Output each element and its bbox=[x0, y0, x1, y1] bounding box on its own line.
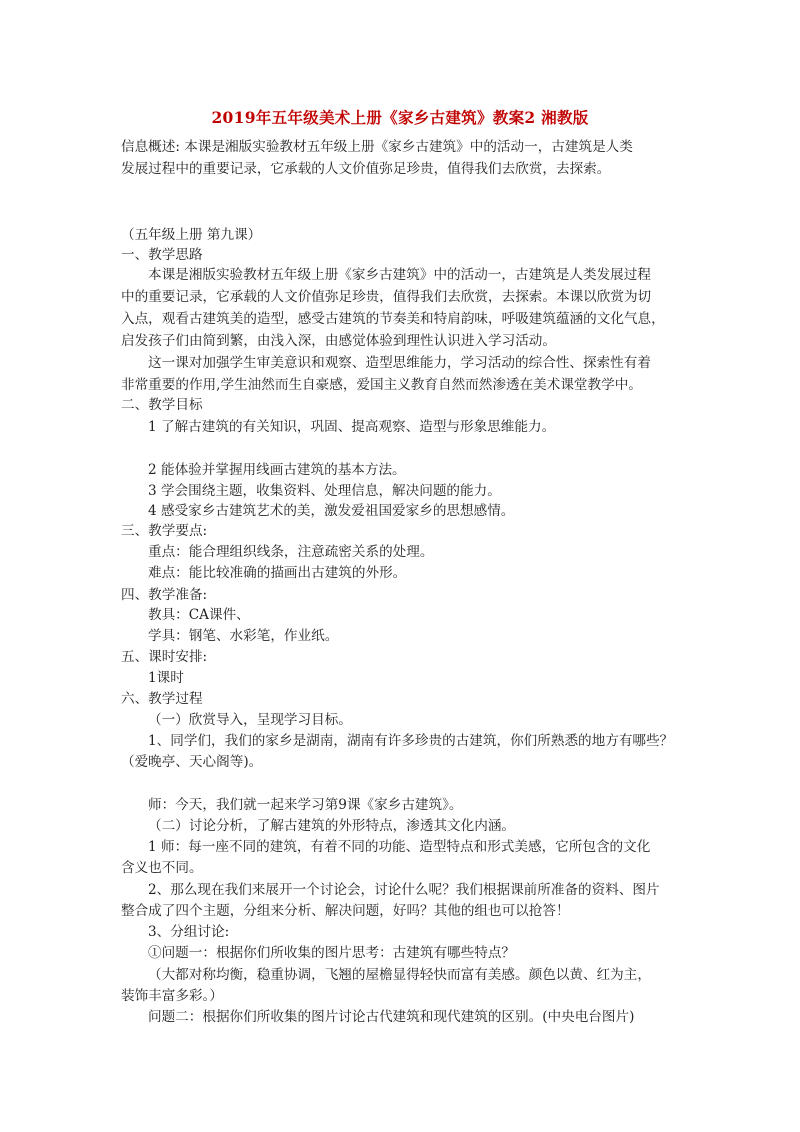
text-line: 这一课对加强学生审美意识和观察、造型思维能力，学习活动的综合性、探索性有着 bbox=[148, 355, 651, 371]
text-line: 2 能体验并掌握用线画古建筑的基本方法。 bbox=[148, 462, 406, 478]
text-line: 2、那么现在我们来展开一个讨论会，讨论什么呢？我们根据课前所准备的资料、图片 bbox=[148, 882, 660, 898]
text-line: 4 感受家乡古建筑艺术的美，激发爱祖国爱家乡的思想感情。 bbox=[148, 503, 515, 519]
text-line: 整合成了四个主题，分组来分析、解决问题，好吗？其他的组也可以抢答！ bbox=[121, 903, 570, 919]
text-line: （爱晚亭、天心阁等)。 bbox=[121, 754, 263, 770]
section-heading: 六、教学过程 bbox=[121, 691, 203, 707]
text-line: 发展过程中的重要记录，它承载的人文价值弥足珍贵，值得我们去欣赏，去探索。 bbox=[121, 161, 611, 177]
section-heading: 三、教学要点: bbox=[121, 523, 208, 539]
text-line: 重点：能合理组织线条，注意疏密关系的处理。 bbox=[148, 544, 434, 560]
text-line: 问题二：根据你们所收集的图片讨论古代建筑和现代建筑的区别。(中央电台图片) bbox=[148, 1009, 635, 1025]
text-line: 3、分组讨论: bbox=[148, 924, 230, 940]
text-line: ①问题一：根据你们所收集的图片思考：古建筑有哪些特点？ bbox=[148, 945, 516, 961]
text-line: （二）讨论分析，了解古建筑的外形特点，渗透其文化内涵。 bbox=[148, 818, 516, 834]
text-line: 1 了解古建筑的有关知识，巩固、提高观察、造型与形象思维能力。 bbox=[148, 419, 556, 435]
text-line: 中的重要记录，它承载的人文价值弥足珍贵，值得我们去欣赏，去探索。本课以欣赏为切 bbox=[121, 289, 652, 305]
text-line: 1、同学们，我们的家乡是湖南，湖南有许多珍贵的古建筑，你们所熟悉的地方有哪些？ bbox=[148, 733, 674, 749]
text-line: 1课时 bbox=[148, 670, 184, 686]
text-line: 装饰丰富多彩。） bbox=[121, 988, 223, 1004]
section-heading: 一、教学思路 bbox=[121, 247, 203, 263]
text-line: 学具：钢笔、水彩笔，作业纸。 bbox=[148, 628, 339, 644]
text-line: 3 学会围绕主题，收集资料、处理信息，解决问题的能力。 bbox=[148, 483, 501, 499]
text-line: 师：今天，我们就一起来学习第9课《家乡古建筑》。 bbox=[148, 797, 463, 813]
text-line: 非常重要的作用,学生油然而生自豪感，爱国主义教育自然而然渗透在美术课堂教学中。 bbox=[121, 377, 642, 393]
text-line: 本课是湘版实验教材五年级上册《家乡古建筑》中的活动一，古建筑是人类发展过程 bbox=[148, 267, 651, 283]
text-line: （一）欣赏导入，呈现学习目标。 bbox=[148, 712, 352, 728]
text-line: 信息概述: 本课是湘版实验教材五年级上册《家乡古建筑》中的活动一，古建筑是人类 bbox=[121, 139, 633, 155]
text-line: 教具：CA课件、 bbox=[148, 607, 250, 623]
text-line: （五年级上册 第九课） bbox=[121, 227, 262, 243]
text-line: 启发孩子们由简到繁，由浅入深，由感觉体验到理性认识进入学习活动。 bbox=[121, 333, 556, 349]
text-line: （大都对称均衡，稳重协调，飞翘的屋檐显得轻快而富有美感。颜色以黄、红为主， bbox=[148, 967, 651, 983]
section-heading: 四、教学准备: bbox=[121, 587, 208, 603]
text-line: 含义也不同。 bbox=[121, 860, 203, 876]
document-title: 2019年五年级美术上册《家乡古建筑》教案2 湘教版 bbox=[211, 108, 589, 127]
text-line: 入点，观看古建筑美的造型，感受古建筑的节奏美和特肩韵味，呼吸建筑蕴涵的文化气息， bbox=[121, 311, 665, 327]
section-heading: 五、课时安排: bbox=[121, 649, 208, 665]
text-line: 难点：能比较准确的描画出古建筑的外形。 bbox=[148, 565, 407, 581]
text-line: 1 师：每一座不同的建筑，有着不同的功能、造型特点和形式美感，它所包含的文化 bbox=[148, 839, 651, 855]
section-heading: 二、教学目标 bbox=[121, 397, 203, 413]
